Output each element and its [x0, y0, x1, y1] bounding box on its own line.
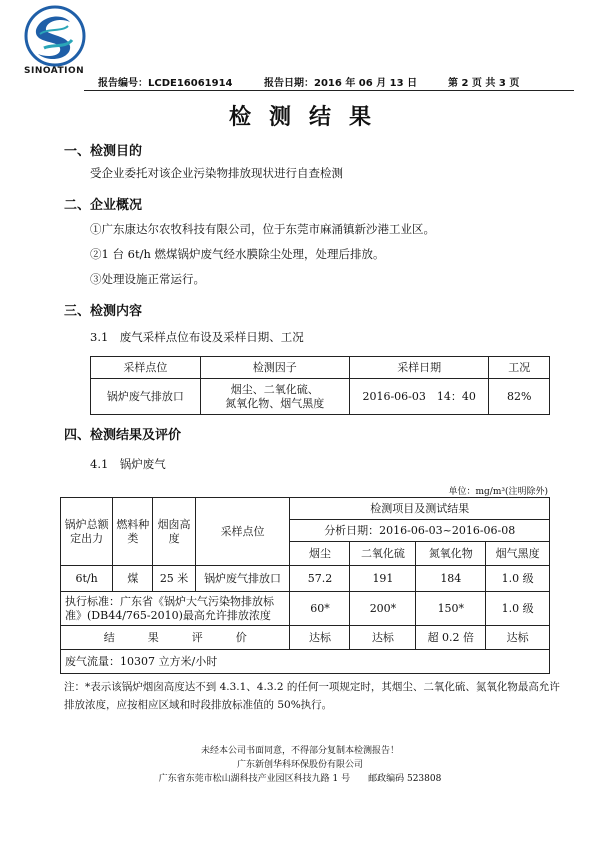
unit-note: 单位：mg/m³(注明除外) [448, 487, 548, 497]
table2-fuel: 煤 [113, 566, 153, 592]
footer-company-text: 广东新创华科环保股份有限公司 [236, 760, 363, 770]
section-2-item-2: ②1 台 6t/h 燃煤锅炉废气经水膜除尘处理，处理后排放。 [90, 247, 385, 261]
section-1-text: 受企业委托对该企业污染物排放现状进行自查检测 [90, 166, 343, 180]
table2-param-nox: 氮氧化物 [416, 542, 486, 566]
table2-header-fuel: 燃料种类 [113, 498, 153, 566]
footer-address [0, 771, 600, 784]
table2-point: 锅炉废气排放口 [195, 566, 290, 592]
table2-evaluation-so2: 达标 [350, 626, 416, 650]
section-2-heading: 二、企业概况 [64, 198, 143, 213]
table2-param-so2: 二氧化硫 [350, 542, 416, 566]
table2-header-capacity: 锅炉总额定出力 [61, 498, 113, 566]
section-4-heading: 四、检测结果及评价 [64, 428, 182, 443]
table1-factors-line2: 氮氧化物、烟气黑度 [225, 396, 325, 410]
table1-factors-line1: 烟尘、二氧化硫、 [230, 382, 319, 396]
table2-value-so2: 191 [350, 566, 416, 592]
table2-standard-so2: 200* [350, 592, 416, 626]
table2-evaluation-label: 结 果 评 价 [61, 626, 290, 650]
results-table [60, 497, 550, 674]
footnote: 注：*表示该锅炉烟囱高度达不到 4.3.1、4.3.2 的任何一项规定时，其烟尘、二氧化硫、氮氧化物最高允许排放浓度，应按相应区域和时段排放标准值的 50%执行。 [64, 681, 560, 711]
table2-standard-label: 执行标准：广东省《锅炉大气污染物排放标准》(DB44/765-2010)最高允许排放浓度 [61, 592, 290, 626]
report-number: 报告编号：LCDE16061914 [98, 78, 233, 89]
table2-analysis-period: 分析日期：2016-06-03~2016-06-08 [290, 520, 550, 542]
table2-evaluation-blackness: 达标 [486, 626, 550, 650]
table1-point: 锅炉废气排放口 [91, 379, 201, 415]
table2-param-dust: 烟尘 [290, 542, 350, 566]
table2-standard-nox: 150* [416, 592, 486, 626]
section-1-heading: 一、检测目的 [64, 144, 143, 159]
table2-capacity: 6t/h [61, 566, 113, 592]
table2-value-nox: 184 [416, 566, 486, 592]
table2-header-items: 检测项目及测试结果 [290, 498, 550, 520]
section-3-heading: 三、检测内容 [64, 304, 143, 319]
table2-standard-dust: 60* [290, 592, 350, 626]
brand-name: SINOATION [24, 66, 85, 76]
section-2-item-1: ①广东康达尔农牧科技有限公司，位于东莞市麻涌镇新沙港工业区。 [90, 222, 435, 236]
table2-evaluation-nox: 超 0.2 倍 [416, 626, 486, 650]
table2-header-stack: 烟囱高度 [153, 498, 195, 566]
footer-notice [0, 743, 600, 756]
footer-company [0, 757, 600, 770]
page-title: 检测结果 [228, 104, 389, 130]
section-2-item-3: ③处理设施正常运行。 [90, 272, 205, 286]
table1-factors [200, 379, 349, 415]
table2-value-dust: 57.2 [290, 566, 350, 592]
section-4-subheading: 4.1 锅炉废气 [90, 457, 166, 471]
sampling-table [90, 356, 550, 415]
table1-header-date: 采样日期 [349, 357, 489, 379]
table2-standard-blackness: 1.0 级 [486, 592, 550, 626]
footer-notice-text: 未经本公司书面同意，不得部分复制本检测报告！ [200, 746, 399, 756]
page-info: 第 2 页 共 3 页 [448, 78, 520, 89]
footer-address-text: 广东省东莞市松山湖科技产业园区科技九路 1 号 邮政编码 523808 [158, 774, 442, 784]
table2-evaluation-dust: 达标 [290, 626, 350, 650]
table1-header-point: 采样点位 [91, 357, 201, 379]
company-logo [22, 4, 88, 68]
section-3-subheading: 3.1 废气采样点位布设及采样日期、工况 [90, 330, 304, 344]
table2-value-blackness: 1.0 级 [486, 566, 550, 592]
report-date: 报告日期：2016 年 06 月 13 日 [264, 78, 418, 89]
table2-stack: 25 米 [153, 566, 195, 592]
header-divider [84, 90, 574, 91]
table1-header-condition: 工况 [489, 357, 550, 379]
table2-header-point: 采样点位 [195, 498, 290, 566]
table1-condition: 82% [489, 379, 550, 415]
table2-param-blackness: 烟气黑度 [486, 542, 550, 566]
table1-date: 2016-06-03 14：40 [349, 379, 489, 415]
table2-flow: 废气流量：10307 立方米/小时 [61, 650, 550, 674]
table1-header-factors: 检测因子 [200, 357, 349, 379]
